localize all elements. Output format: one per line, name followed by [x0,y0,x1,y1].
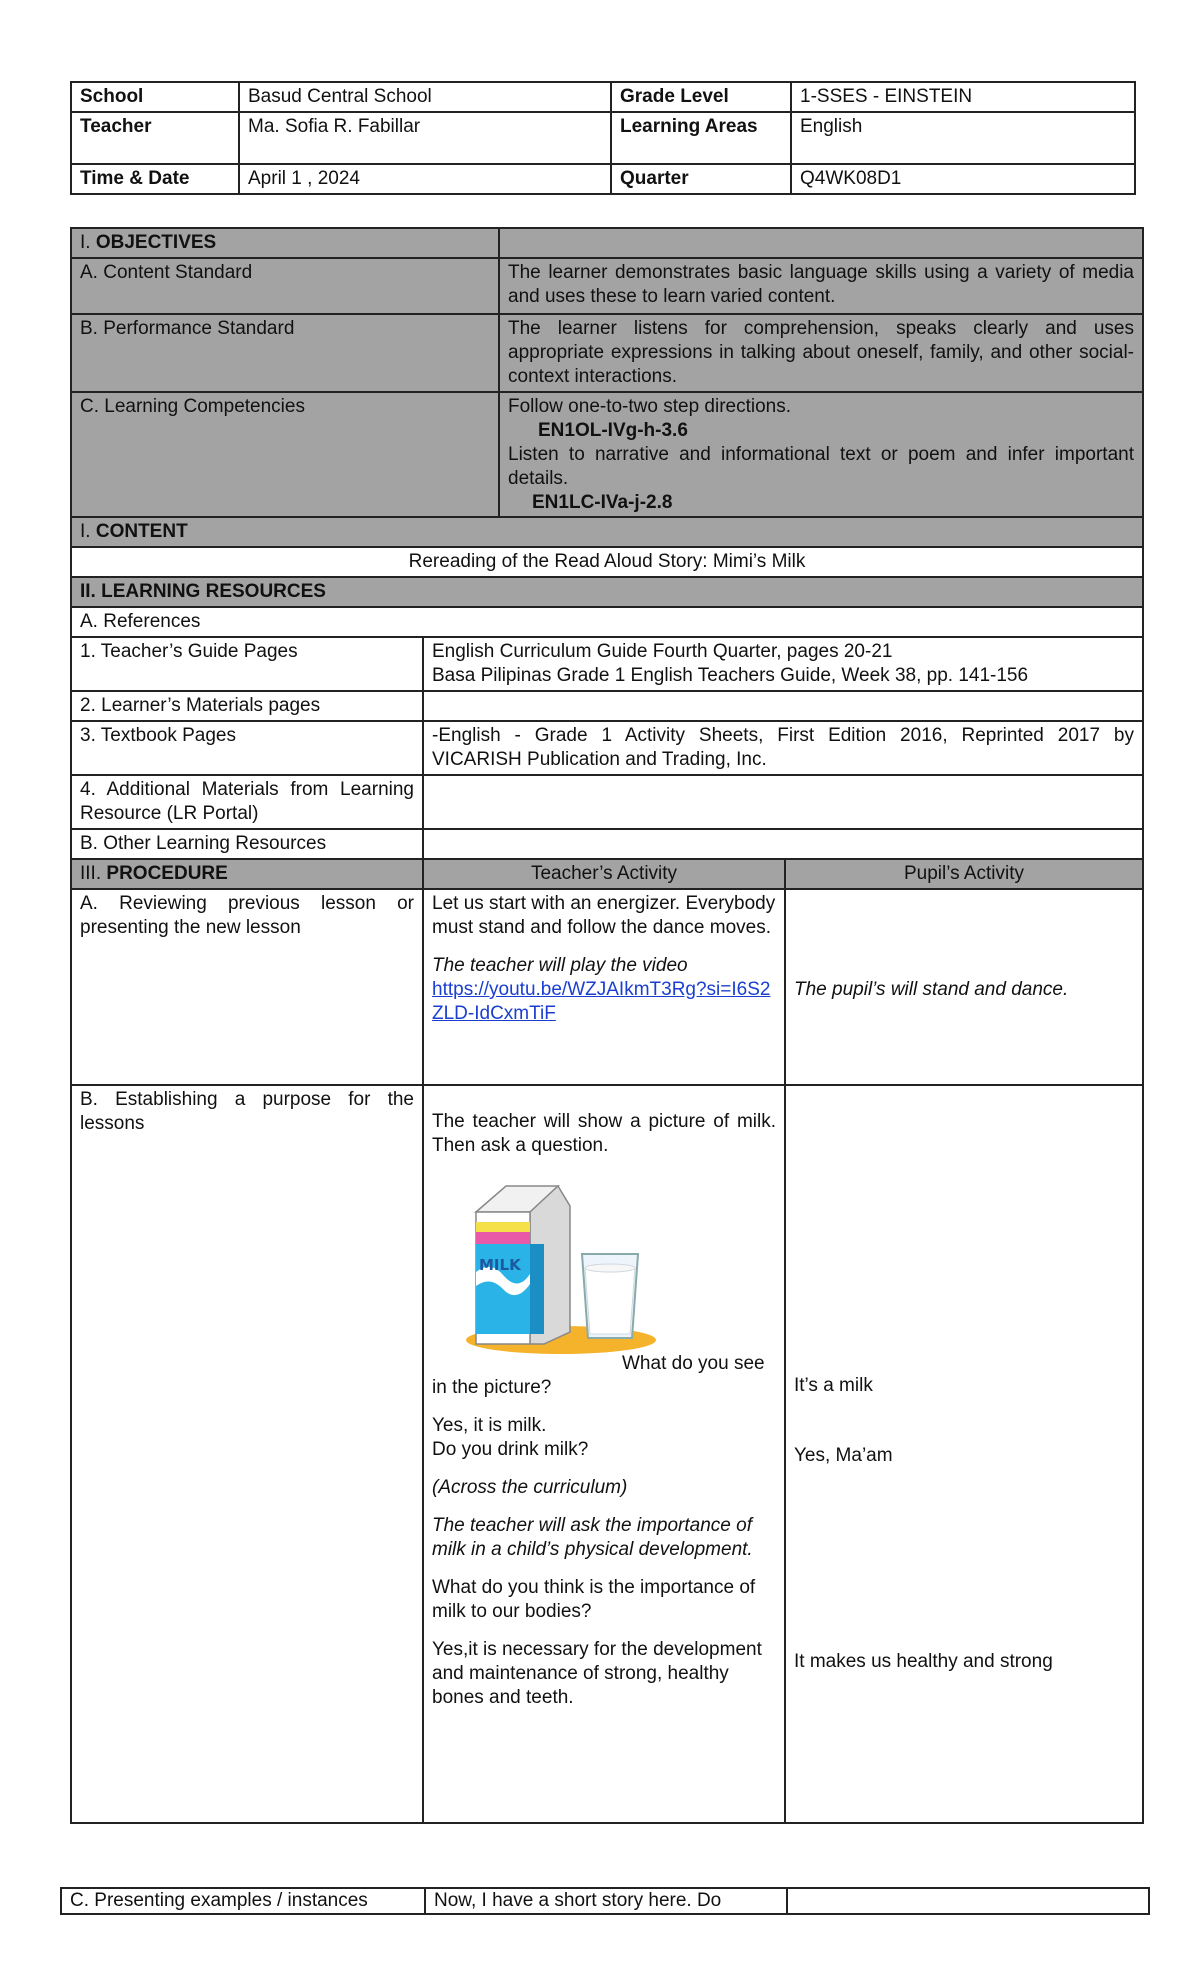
performance-standard-text: The learner listens for comprehension, speaks clearly and uses appropriate expressions in talking about oneself, family, and other social-context interactions. [499,314,1143,392]
step-b-teacher-8: Yes,it is necessary for the development and maintenance of strong, healthy bones and teeth. [432,1639,762,1708]
header-table [70,81,1136,195]
content-text: Rereading of the Read Aloud Story: Mimi’s Milk [71,547,1143,577]
step-b-teacher-3: Yes, it is milk. [432,1415,547,1436]
learners-materials-value [423,691,1143,721]
grade-value: 1-SSES - EINSTEIN [791,82,1135,112]
teachers-guide-label: 1. Teacher’s Guide Pages [71,637,423,691]
other-resources-value [423,829,1143,859]
additional-materials-value [423,775,1143,829]
competency-code-1: EN1OL-IVg-h-3.6 [538,420,688,441]
step-c-label: C. Presenting examples / instances [61,1888,425,1914]
step-a-label: A. Reviewing previous lesson or presenting the new lesson [71,889,423,1085]
step-b-teacher-6: The teacher will ask the importance of milk in a child’s physical development. [432,1515,753,1560]
step-a-teacher-2: The teacher will play the video [432,955,688,976]
resources-heading: II. LEARNING RESOURCES [71,577,1143,607]
glass-milk [585,1268,635,1334]
video-link[interactable]: https://youtu.be/WZJAIkmT3Rg?si=I6S2ZLD-IdCxmTiF [432,979,771,1024]
school-label: School [71,82,239,112]
next-page-table [60,1887,1150,1915]
teacher-activity-header: Teacher’s Activity [423,859,785,889]
step-a-pupil-text: The pupil’s will stand and dance. [794,979,1069,1000]
competency-code-2: EN1LC-IVa-j-2.8 [532,492,673,513]
content-standard-label: A. Content Standard [71,258,499,314]
step-a-teacher [423,889,785,1085]
step-b-teacher-4: Do you drink milk? [432,1439,589,1460]
step-b-pupil-3: It makes us healthy and strong [794,1651,1053,1672]
procedure-heading [71,859,423,889]
competencies-label: C. Learning Competencies [71,392,499,518]
main-table [70,516,1144,1824]
content-standard-text: The learner demonstrates basic language skills using a variety of media and uses these to learn varied content. [499,258,1143,314]
step-b-teacher-7: What do you think is the importance of milk to our bodies? [432,1577,756,1622]
step-b-teacher-5: (Across the curriculum) [432,1477,628,1498]
textbook-label: 3. Textbook Pages [71,721,423,775]
areas-label: Learning Areas [611,112,791,164]
textbook-text: -English - Grade 1 Activity Sheets, First Edition 2016, Reprinted 2017 by VICARISH Publication and Trading, Inc. [423,721,1143,775]
step-a-teacher-1: Let us start with an energizer. Everybody must stand and follow the dance moves. [432,893,776,938]
objectives-heading-prefix: I. [80,232,96,253]
step-b-teacher-2 [432,1352,776,1400]
step-b-teacher [423,1085,785,1823]
references-label: A. References [71,607,1143,637]
competency-2: Listen to narrative and informational text or poem and infer important details. [508,444,1134,489]
quarter-value: Q4WK08D1 [791,164,1135,194]
objectives-heading-blank [499,228,1143,258]
teachers-guide-cell [423,637,1143,691]
competencies-cell [499,392,1143,518]
objectives-table [70,227,1144,519]
milk-picture [446,1172,666,1362]
step-a-pupil [785,889,1143,1085]
content-heading [71,517,1143,547]
procedure-heading-text: PROCEDURE [106,863,228,884]
teacher-value: Ma. Sofia R. Fabillar [239,112,611,164]
pupil-activity-header: Pupil’s Activity [785,859,1143,889]
areas-value: English [791,112,1135,164]
carton-stripe-yellow [476,1222,530,1232]
content-heading-text: CONTENT [95,521,188,542]
step-c-pupil [787,1888,1149,1914]
carton-stripe-pink [476,1232,530,1244]
grade-label: Grade Level [611,82,791,112]
date-label: Time & Date [71,164,239,194]
step-b-label: B. Establishing a purpose for the lessons [71,1085,423,1823]
learners-materials-label: 2. Learner’s Materials pages [71,691,423,721]
other-resources-label: B. Other Learning Resources [71,829,423,859]
objectives-heading [71,228,499,258]
step-b-pupil-2: Yes, Ma’am [794,1445,893,1466]
teachers-guide-2: Basa Pilipinas Grade 1 English Teachers Guide, Week 38, pp. 141-156 [432,665,1029,686]
performance-standard-label: B. Performance Standard [71,314,499,392]
milk-surface [585,1264,635,1272]
additional-materials-label: 4. Additional Materials from Learning Resource (LR Portal) [71,775,423,829]
step-b-pupil [785,1085,1143,1823]
teacher-label: Teacher [71,112,239,164]
carton-label: MILK [479,1256,521,1274]
objectives-heading-text: OBJECTIVES [95,232,217,253]
step-b-pupil-1: It’s a milk [794,1375,873,1396]
step-b-teacher-2-text: What do you see in the picture? [432,1353,765,1398]
step-c-teacher: Now, I have a short story here. Do [425,1888,787,1914]
teachers-guide-1: English Curriculum Guide Fourth Quarter, pages 20-21 [432,641,893,662]
date-value: April 1 , 2024 [239,164,611,194]
carton-side-blue [530,1244,544,1334]
school-value: Basud Central School [239,82,611,112]
step-b-teacher-1: The teacher will show a picture of milk. Then ask a question. [432,1111,776,1156]
competency-1: Follow one-to-two step directions. [508,396,792,417]
procedure-heading-prefix: III. [80,863,107,884]
content-heading-prefix: I. [80,521,96,542]
quarter-label: Quarter [611,164,791,194]
